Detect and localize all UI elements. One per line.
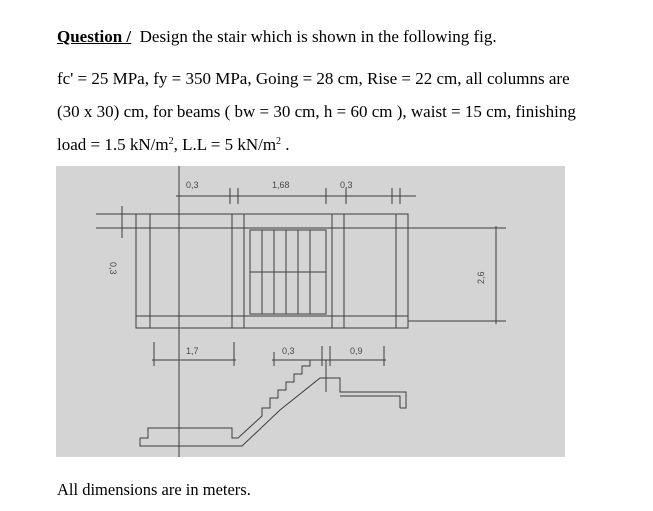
plan-outline (136, 214, 408, 328)
question-label: Question / (57, 27, 132, 46)
footer-note: All dimensions are in meters. (57, 480, 251, 499)
finishing-load-exponent: 2 (168, 136, 174, 147)
question-title: Design the stair which is shown in the following fig. (139, 27, 497, 46)
dim-bottom-left: 1,7 (186, 346, 199, 356)
dim-top-mid: 1,68 (272, 180, 290, 190)
given-data-line-3 (57, 135, 290, 155)
question-line (57, 27, 497, 47)
stair-section (140, 360, 406, 446)
given-data-line-2: (30 x 30) cm, for beams ( bw = 30 cm, h = 60 cm ), waist = 15 cm, finishing (57, 102, 576, 121)
dim-left-side: 0,3 (108, 262, 118, 275)
line-end-period: . (281, 135, 290, 154)
finishing-load-text: load = 1.5 kN/m (57, 135, 169, 154)
dim-bottom-right: 0,9 (350, 346, 363, 356)
dim-top-right: 0,3 (340, 180, 353, 190)
given-data-line-1: fc' = 25 MPa, fy = 350 MPa, Going = 28 cm, Rise = 22 cm, all columns are (57, 69, 570, 88)
stair-figure (56, 166, 565, 457)
dim-right-side: 2,6 (476, 271, 486, 284)
plan-view (96, 166, 506, 457)
live-load-exponent: 2 (276, 136, 282, 147)
stair-drawing (56, 166, 565, 457)
live-load-text: , L.L = 5 kN/m (173, 135, 277, 154)
dim-top-left: 0,3 (186, 180, 199, 190)
dim-bottom-mid: 0,3 (282, 346, 295, 356)
top-dimension-line (176, 188, 416, 204)
